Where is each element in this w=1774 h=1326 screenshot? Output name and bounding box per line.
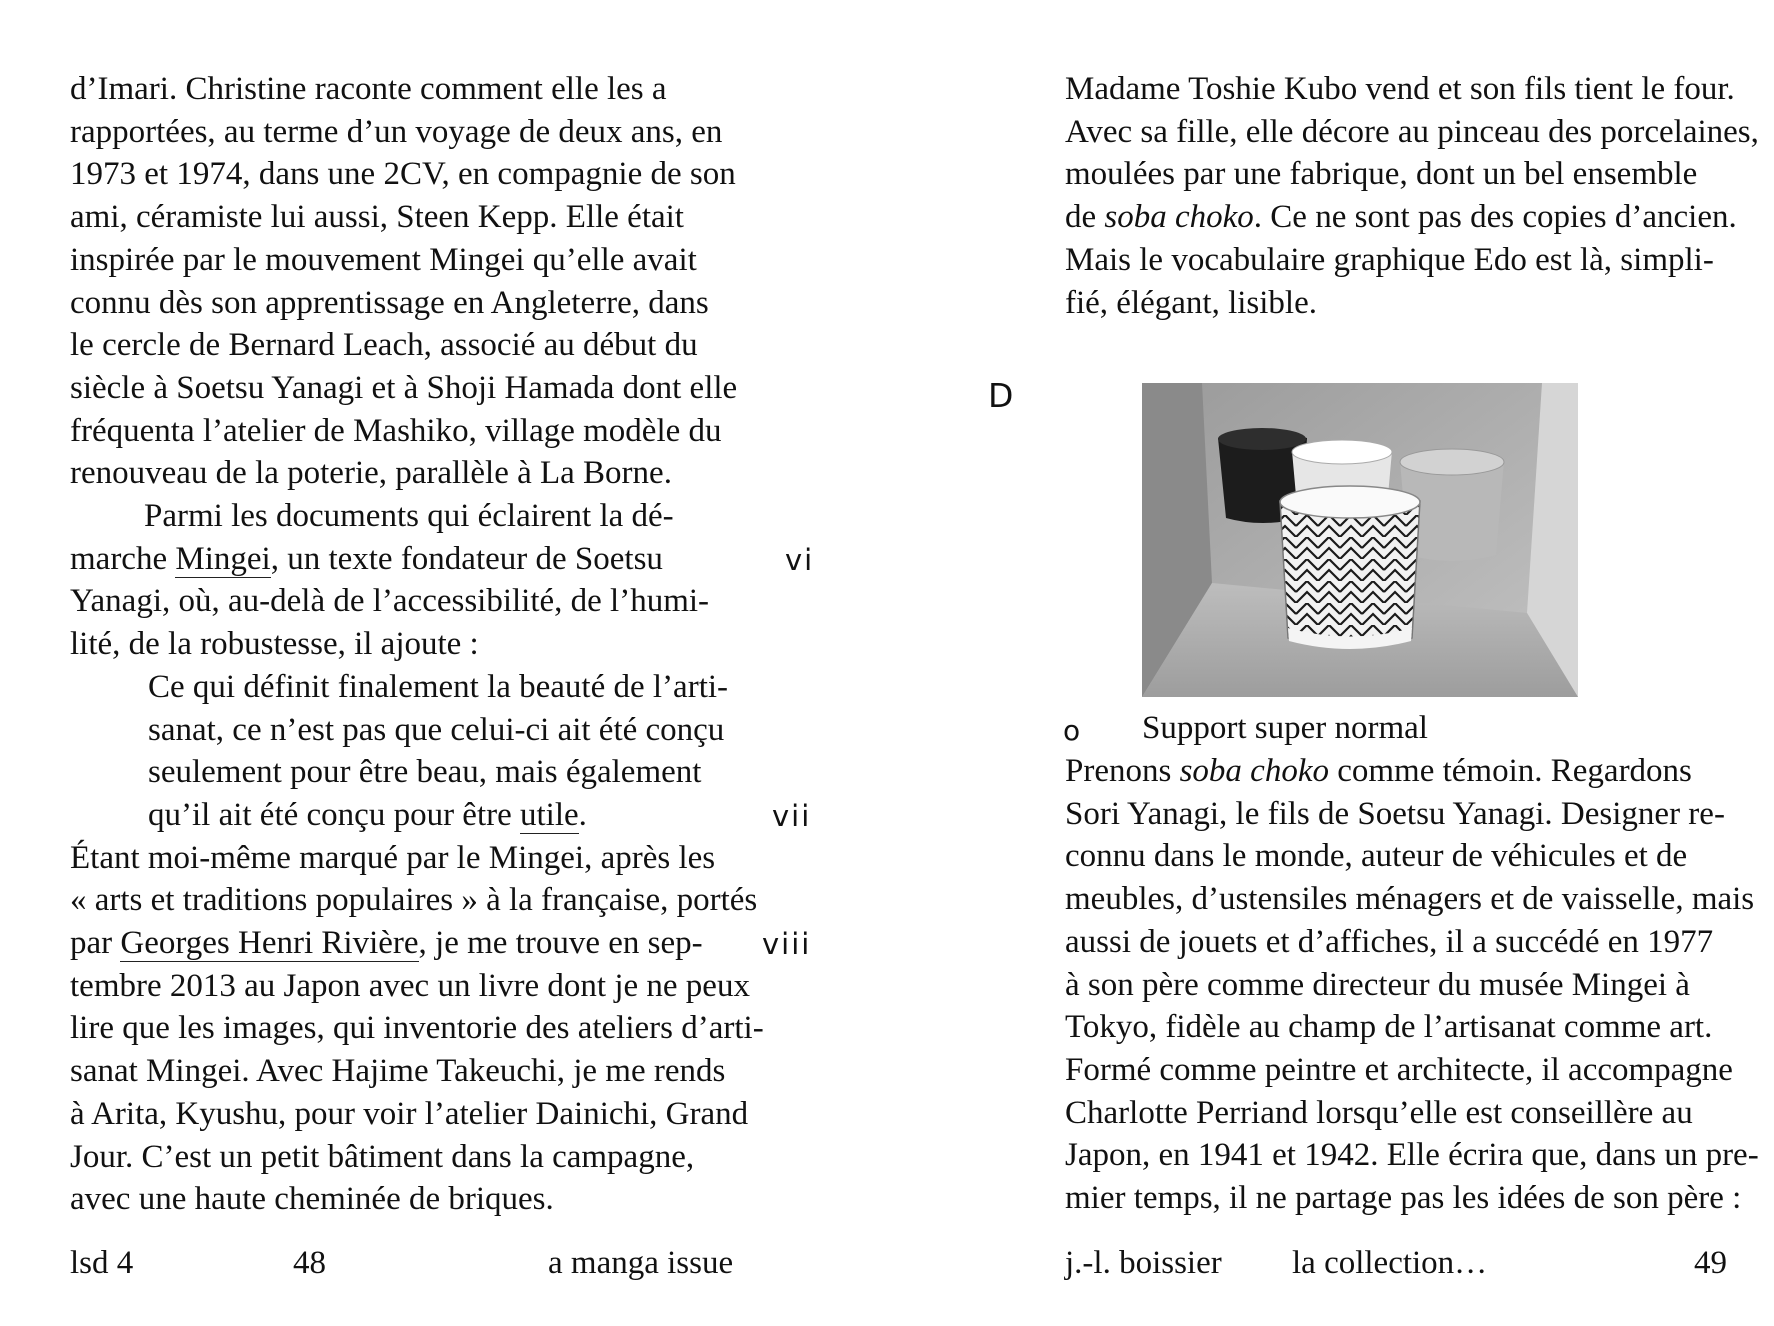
text-line: à son père comme directeur du musée Mingei à: [1065, 966, 1690, 1003]
italic-term: soba choko: [1104, 199, 1254, 236]
text-line: lité, de la robustesse, il ajoute :: [70, 626, 479, 663]
text-fragment: marche: [70, 540, 176, 577]
italic-term: soba choko: [1179, 753, 1329, 789]
right-body-text: [1065, 750, 1759, 1220]
margin-note-vi: vi: [785, 543, 815, 577]
text-line: [1065, 750, 1735, 793]
text-line: Avec sa fille, elle décore au pinceau des porcelaines,: [1065, 113, 1759, 150]
footer-issue: a manga issue: [548, 1245, 734, 1281]
text-line: mier temps, il ne partage pas les idées de son père :: [1065, 1180, 1742, 1217]
left-page: [0, 0, 880, 1326]
text-fragment: de: [1065, 199, 1105, 236]
cups-photo: [1142, 383, 1578, 697]
footer-page-number: 48: [293, 1245, 326, 1281]
text-line: fié, élégant, lisible.: [1065, 284, 1317, 321]
text-line: Étant moi-même marqué par le Mingei, après les: [70, 839, 716, 876]
text-line: connu dans le monde, auteur de véhicules et de: [1065, 838, 1688, 875]
text-fragment: , un texte fondateur de Soetsu: [270, 540, 663, 577]
text-line: lire que les images, qui inventorie des ateliers d’arti-: [70, 1010, 764, 1047]
text-line: siècle à Soetsu Yanagi et à Shoji Hamada dont elle: [70, 369, 738, 406]
text-line: Sori Yanagi, le fils de Soetsu Yanagi. Designer re-: [1065, 795, 1725, 832]
text-line: Japon, en 1941 et 1942. Elle écrira que, dans un pre-: [1065, 1137, 1759, 1174]
footer-author: j.-l. boissier: [1065, 1245, 1222, 1281]
text-fragment: comme témoin. Regardons: [1328, 753, 1692, 789]
text-line: rapportées, au terme d’un voyage de deux ans, en: [70, 113, 723, 150]
text-line: Mais le vocabulaire graphique Edo est là, simpli-: [1065, 241, 1714, 278]
footer-page-number: 49: [1694, 1245, 1727, 1281]
text-line: le cercle de Bernard Leach, associé au début du: [70, 327, 698, 364]
text-line: Jour. C’est un petit bâtiment dans la campagne,: [70, 1138, 695, 1175]
figure-caption: Support super normal: [1142, 710, 1428, 746]
left-body-text: [70, 68, 764, 1221]
margin-note-vii: vii: [772, 799, 812, 833]
right-intro-text: [1065, 68, 1759, 324]
text-line: tembre 2013 au Japon avec un livre dont je ne peux: [70, 967, 750, 1004]
text-fragment: Prenons: [1065, 753, 1180, 789]
text-fragment: par: [70, 925, 121, 962]
utile-link[interactable]: utile: [520, 796, 579, 833]
text-line: avec une haute cheminée de briques.: [70, 1181, 554, 1218]
quote-line: seulement pour être beau, mais également: [148, 754, 702, 791]
text-line: Parmi les documents qui éclairent la dé-: [144, 498, 674, 535]
text-line: « arts et traditions populaires » à la française, portés: [70, 882, 758, 919]
text-fragment: qu’il ait été conçu pour être: [148, 796, 521, 833]
text-line: Yanagi, où, au-delà de l’accessibilité, de l’humi-: [70, 583, 710, 620]
text-line: aussi de jouets et d’affiches, il a succédé en 1977: [1065, 923, 1714, 960]
text-line: sanat Mingei. Avec Hajime Takeuchi, je me rends: [70, 1053, 726, 1090]
text-line: à Arita, Kyushu, pour voir l’atelier Dainichi, Grand: [70, 1095, 749, 1132]
text-line: renouveau de la poterie, parallèle à La Borne.: [70, 455, 672, 492]
soba-choko-cups-illustration: [1142, 383, 1578, 697]
text-line: [70, 538, 740, 581]
quote-line: Ce qui définit finalement la beauté de l’arti-: [148, 668, 729, 705]
text-line: Madame Toshie Kubo vend et son fils tient le four.: [1065, 71, 1735, 107]
figure-letter: D: [988, 376, 1014, 415]
quote-line: sanat, ce n’est pas que celui-ci ait été conçu: [148, 711, 725, 748]
footer-title: la collection…: [1292, 1245, 1488, 1281]
text-fragment: .: [578, 796, 587, 833]
text-line: Formé comme peintre et architecte, il accompagne: [1065, 1051, 1733, 1088]
text-fragment: , je me trouve en sep-: [418, 925, 703, 962]
quote-line: [70, 794, 740, 837]
margin-note-viii: viii: [762, 927, 812, 961]
text-line: meubles, d’ustensiles ménagers et de vaisselle, mais: [1065, 881, 1755, 918]
text-line: fréquenta l’atelier de Mashiko, village modèle du: [70, 412, 722, 449]
text-line: 1973 et 1974, dans une 2CV, en compagnie de son: [70, 156, 736, 193]
text-line: [1065, 196, 1735, 239]
text-line: connu dès son apprentissage en Angleterre, dans: [70, 284, 709, 321]
text-line: Charlotte Perriand lorsqu’elle est conseillère au: [1065, 1094, 1693, 1131]
mingei-link[interactable]: Mingei: [175, 540, 271, 577]
text-line: moulées par une fabrique, dont un bel ensemble: [1065, 156, 1698, 193]
text-line: ami, céramiste lui aussi, Steen Kepp. Elle était: [70, 199, 684, 236]
georges-henri-riviere-link[interactable]: Georges Henri Rivière: [120, 925, 419, 962]
caption-marker: o: [1063, 714, 1081, 747]
right-page: [880, 0, 1774, 1326]
text-fragment: . Ce ne sont pas des copies d’ancien.: [1253, 199, 1737, 236]
footer-journal: lsd 4: [70, 1245, 134, 1281]
text-line: d’Imari. Christine raconte comment elle les a: [70, 71, 667, 107]
text-line: [70, 922, 740, 965]
text-line: Tokyo, fidèle au champ de l’artisanat comme art.: [1065, 1009, 1713, 1046]
text-line: inspirée par le mouvement Mingei qu’elle avait: [70, 241, 697, 278]
